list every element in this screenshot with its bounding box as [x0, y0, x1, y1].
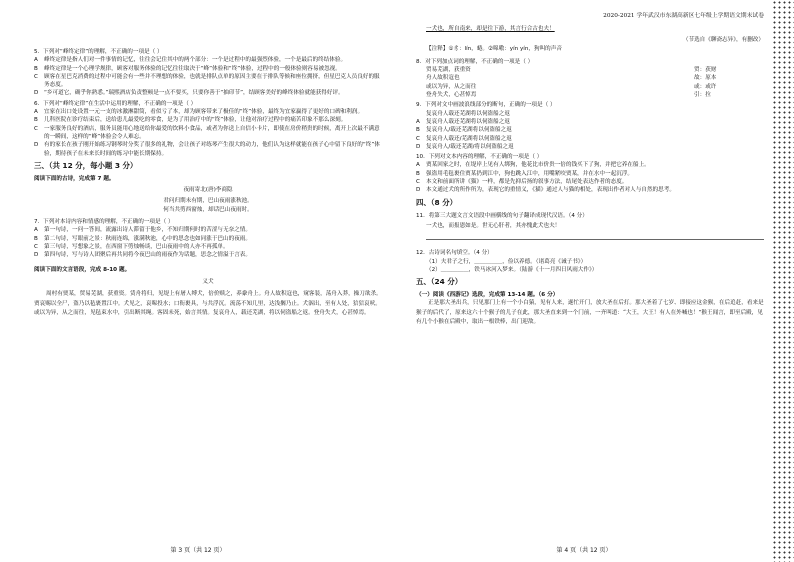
option-label: C	[34, 243, 38, 250]
option-b	[34, 235, 382, 243]
option-a	[416, 118, 764, 126]
question-6	[34, 100, 382, 158]
passage-notes: 【注释】①豸：lín，蜷。②嗥嗷：yín yín，狗叫的声音	[426, 45, 562, 52]
option-a	[34, 56, 382, 64]
page-footer-right: 第 4 页（共 12 页）	[556, 547, 612, 554]
option-c	[416, 178, 764, 186]
option-text: 复哀舟人/载还芜湖/将以伺盗船之返	[426, 143, 514, 150]
instruction-q7: 阅读下面的古诗，完成第 7 题。	[34, 175, 115, 182]
q8-gloss: 引：拉	[694, 92, 711, 99]
option-label: A	[34, 227, 38, 234]
passage-continued: 一犬也，所自南来，却是往下游，其言行合古也夫！	[426, 26, 555, 32]
option-c	[34, 73, 382, 90]
option-label: D	[416, 187, 421, 194]
option-label: D	[34, 252, 39, 259]
section-3	[34, 161, 382, 214]
option-text: 强盗用毛毡裹住贾某扔到江中，狗也跳入江中，用嘴紧咬贾某，并在水中一起沉浮。	[426, 170, 633, 177]
option-label: C	[34, 73, 38, 80]
option-text: 峰终定律是一个心理学规律，顾客对服务体验的记忆往往取决于“峰”体验和“终”体验，过程中的一般体验则容易被忽视。	[44, 65, 341, 72]
section-4-heading: 四、（8 分）	[416, 197, 457, 207]
q8-stem: 8．对下列加点词的理解，不正确的一项是（ ）	[416, 58, 534, 65]
q8-phrase: 登舟失犬，心甚悼焉	[426, 92, 477, 99]
q5-stem: 5．下列对“峰终定律”的理解，不正确的一项是（ ）	[34, 49, 163, 55]
passage-title: 义犬	[202, 278, 214, 285]
option-text: 复哀舟人/载还芜湖将以伺盗船之返	[426, 127, 512, 134]
option-d	[416, 186, 764, 194]
q8-phrase: 贸易芜湖，获重资	[426, 67, 471, 74]
option-d	[34, 251, 382, 259]
option-label: B	[416, 127, 420, 134]
question-7	[34, 218, 382, 319]
option-label: C	[34, 125, 38, 132]
section-5-subheading: （一）阅读《西游记》选段，完成第 13-14 题。（6 分）	[416, 292, 559, 299]
option-text: 本文通过犬的所作所为，表现它的重情义，《猫》通过人与猫的相处，表现出作者对人与自然的思考。	[426, 187, 675, 194]
option-text: 本文和前面所讲《猫》一样，都是先抑后扬的叙事方法，结尾处表达作者的态度。	[426, 179, 628, 186]
page-right	[396, 0, 772, 562]
section-3-heading: 三、（共 12 分，每小题 3 分）	[34, 160, 138, 170]
option-text: 复哀舟人载还芜湖将以伺盗船之返	[426, 118, 510, 125]
option-d	[416, 143, 764, 151]
option-text: 顾客在星巴克消费的过程中可能会有一些并不理想的体验，也就是排队点单的原因主要在于排队等候和座位拥挤，但星巴克人员良好的服务态度。	[44, 73, 380, 89]
q11-sentence: 一犬也，而报恩如是。世无心肝者，其亦愧此犬也夫！	[426, 222, 561, 229]
option-c	[34, 243, 382, 251]
option-text: 复哀舟人载还/芜湖将以伺盗船之返	[426, 135, 512, 142]
option-text: 宜家在出口处设置一元一支的冰激淋甜筒，看似亏了本，却为顾客带来了极佳的“终”体验，最终为宜家赢得了更好的口碑和利润。	[44, 109, 364, 116]
option-text: 第四句诗，写与诗人团聚后再共同将今夜巴山的雨夜作为话题，思念之情溢于言表。	[44, 252, 251, 259]
option-label: C	[416, 179, 420, 186]
option-b	[34, 65, 382, 73]
option-b	[416, 126, 764, 134]
q7-stem: 7．下列对本诗内容和情感的理解，不正确的一项是（ ）	[34, 219, 174, 226]
option-text: 第三句诗，写想象之景，在西窗下剪烛畅谈，巴山夜雨中的人亦不再孤单。	[44, 243, 229, 250]
page-footer-left: 第 3 页（共 12 页）	[170, 547, 226, 554]
option-label: A	[416, 118, 420, 125]
option-text: “乡可道它，确乎你熟悉。”瑞熙酒店负责整顿是一点不要买，只要你善于“抽印节”，结顾客美好的峰终体验就能获得好评。	[44, 90, 344, 97]
section-5-heading: 五、（24 分）	[416, 277, 463, 287]
option-label: B	[416, 170, 420, 177]
q11-stem: 11．将第三大题文言文语段中画横线的句子翻译成现代汉语。（4 分）	[416, 212, 588, 219]
option-label: A	[34, 57, 38, 64]
question-5	[34, 48, 382, 98]
option-label: B	[34, 235, 38, 242]
option-label: A	[416, 162, 420, 169]
section-5	[416, 277, 764, 328]
option-c	[416, 135, 764, 143]
q8-gloss: 或：或许	[694, 83, 717, 90]
poem-line-2: 何当共剪西窗烛，却话巴山夜雨时。	[163, 206, 253, 213]
q10-stem: 10．下列对文本内容的理解，不正确的一项是（ ）	[416, 154, 543, 161]
option-label: B	[34, 117, 38, 124]
instruction-q8-10: 阅读下面的文言语段，完成 8-10 题。	[34, 266, 131, 273]
option-text: 第一句诗，一问一答间，流露出诗人滞留于他乡，不知归期何时的苦涩与无奈之情。	[44, 227, 251, 234]
section-4	[416, 198, 764, 274]
q8-phrase: 或以为异，从之而往	[426, 83, 477, 90]
poem-title: 夜雨寄北(唐)李商隐	[183, 187, 233, 194]
exam-title: 2020-2021 学年武汉市东湖高新区七年级上学期语文期末试卷	[603, 13, 764, 19]
poem-line-1: 君问归期未有期，巴山夜雨涨秋池。	[163, 198, 253, 205]
question-9	[416, 101, 764, 151]
passage-text: 周村有贾某，贸易芜湖，获重资。赁舟将归，见堤上有屠人缚犬，倍价赎之，养豢舟上。舟人故积寇也，窥客装，荡舟入莽，操刀欲杀。贾哀赐以全尸，盗乃以毡裹置江中。犬见之，哀嗥投水；口衔裹具，与共浮沉。流荡不知几里，达浅搁乃止。犬泅出，至有人处，狺狺哀吠。或以为异，从之而往，见毡束水中，引出断其绳。客固未死，始言其情。复哀舟人，载还芜湖，将以伺盗船之返。登舟失犬，心甚悼焉。	[34, 291, 382, 317]
option-c	[34, 125, 382, 142]
q8-gloss: 故：原本	[694, 75, 717, 82]
option-d	[34, 141, 382, 158]
option-text: 贾某回家之时，在堤岸上见有人绑狗，他花比市价贵一倍的钱买下了狗，并把它养在船上。	[426, 162, 650, 169]
option-b	[34, 116, 382, 124]
option-a	[34, 108, 382, 116]
q8-phrase: 舟人故积寇也	[426, 75, 460, 82]
option-a	[34, 226, 382, 234]
q6-stem: 6．下列对“峰终定律”在生活中运用的理解，不正确的一项是（ ）	[34, 100, 197, 107]
answer-line-1[interactable]	[426, 239, 764, 240]
option-label: D	[416, 143, 421, 150]
option-label: A	[34, 109, 38, 116]
option-label: D	[34, 142, 39, 149]
option-text: 有的家长在孩子刚开始练习钢琴时分奖了很多的礼物，会让孩子对练琴产生很大的动力，他们认为这样就能在孩子心中留下良好的“终”体验，期待孩子在未来长时间的练习中能长期保持。	[44, 142, 380, 157]
option-text: 儿科医院在诊疗结束后，送给患儿最爱吃的零食，是为了用治疗中的“终”体验，让他对治疗过程中的痛苦印象不那么深刻。	[44, 117, 347, 124]
q9-quote: 复哀舟人载还芜湖将以伺盗船之返	[426, 110, 510, 117]
section-5-text: 正是那大圣出兵，只见那门上有一个小白猿，见有人来，遂忙开门，放大圣在后打。那大圣着了七岁、即接应这金猴，在后追赶，看来是猴子的后代了，原来这六十个猴子的儿子在此，那大圣直来到一个门前，一齐叫道：“大王，大王！有人在外喊也！”猴王闻言，即至后殿，见有几个小猴在后殿中，取出一根铁棒，出门迎敌。	[416, 300, 764, 326]
option-label: D	[34, 90, 39, 97]
binding-margin-dots	[772, 0, 794, 562]
q12-stem: 12．古诗词名句填空。（4 分）	[416, 250, 493, 257]
option-text: 一家服务良好的酒店，服务员能用心地送给你最爱的饮料小食品，或者为你送上自信小卡片，即使在房价稍贵的时候，离开上次最不满意的一瞬间，这样的“峰”体验会令人难忘。	[44, 125, 380, 140]
option-text: 第二句诗，写眼前之景：秋雨连绵，涨满秋池，心中的思念也如同涨于巴山的夜雨。	[44, 235, 251, 242]
q12-line-2: （2）＿＿＿＿＿，铁马冰河入梦来。（陆游《十一月四日风雨大作》）	[426, 266, 598, 273]
question-8	[416, 58, 764, 99]
option-label: C	[416, 135, 420, 142]
option-label: B	[34, 65, 38, 72]
q8-gloss: 贸：获财	[694, 67, 717, 74]
option-a	[416, 161, 764, 169]
option-b	[416, 170, 764, 178]
q12-line-1: （1）夫君子之行，＿＿＿＿＿，俭以养德。（诸葛亮《诫子书》）	[426, 258, 587, 265]
q9-stem: 9．下列对文中画波浪线部分的断句，正确的一项是（ ）	[416, 102, 556, 109]
option-text: 峰终定律是指人们对一件事情的记忆，往往会记住其中的两个部分：一个是过程中的最强烈体验，一个是最后的终结体验。	[44, 57, 347, 64]
question-10	[416, 153, 764, 194]
passage-source: （节选自《聊斋志异》，有删改）	[682, 37, 764, 44]
option-d	[34, 89, 382, 97]
page-left	[0, 0, 396, 562]
